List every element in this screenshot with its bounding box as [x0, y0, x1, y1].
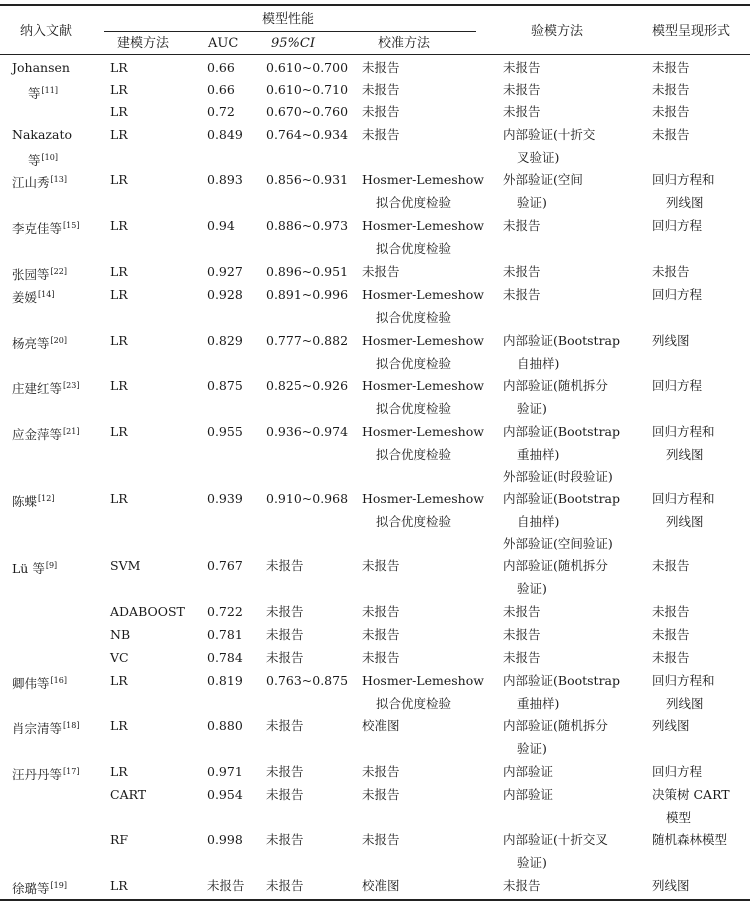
reference-superscript: [12]: [38, 494, 55, 503]
validation-method-cell: 内部验证(随机拆分: [503, 558, 608, 573]
calibration-method-cell: 校准图: [362, 878, 400, 893]
ci-cell: 未报告: [266, 604, 304, 619]
validation-method-cell: 验证): [517, 740, 547, 756]
presentation-form-cell: 列线图: [666, 513, 704, 529]
calibration-method-cell: 未报告: [362, 650, 400, 665]
presentation-form-cell: 回归方程和: [652, 172, 715, 187]
modeling-method-cell: ADABOOST: [110, 604, 185, 619]
validation-method-cell: 内部验证(Bootstrap: [503, 333, 621, 348]
validation-method-cell: 重抽样): [517, 695, 560, 711]
auc-cell: 0.781: [207, 627, 243, 642]
auc-cell: 0.819: [207, 673, 243, 688]
author-name: 张园等[22]: [12, 267, 67, 282]
validation-method-cell: 未报告: [503, 650, 541, 665]
reference-superscript: [16]: [50, 676, 67, 685]
validation-method-cell: 外部验证(空间验证): [503, 536, 613, 551]
reference-superscript: [20]: [50, 336, 67, 345]
header-ci-suffix: CI: [299, 36, 315, 51]
modeling-method-cell: RF: [110, 832, 129, 847]
ci-cell: 0.610~0.700: [266, 60, 349, 75]
presentation-form-cell: 未报告: [652, 104, 690, 119]
presentation-form-cell: 回归方程和: [652, 424, 715, 439]
ci-cell: 未报告: [266, 627, 304, 642]
auc-cell: 0.66: [207, 82, 235, 97]
calibration-method-cell: Hosmer-Lemeshow: [362, 333, 484, 348]
author-name: 等[11]: [28, 85, 58, 101]
auc-cell: 0.72: [207, 104, 235, 119]
author-name: 应金萍等[21]: [12, 427, 80, 442]
presentation-form-cell: 回归方程和: [652, 673, 715, 688]
header-included-literature: 纳入文献: [20, 24, 73, 39]
presentation-form-cell: 回归方程: [652, 764, 703, 779]
header-calibration-method: 校准方法: [378, 36, 431, 51]
modeling-method-cell: NB: [110, 627, 131, 642]
validation-method-cell: 内部验证(Bootstrap: [503, 491, 621, 506]
calibration-method-cell: 未报告: [362, 264, 400, 279]
ci-cell: 0.891~0.996: [266, 287, 349, 302]
calibration-method-cell: 拟合优度检验: [376, 446, 452, 462]
auc-cell: 0.971: [207, 764, 243, 779]
validation-method-cell: 重抽样): [517, 446, 560, 462]
auc-cell: 0.849: [207, 127, 243, 142]
presentation-form-cell: 未报告: [652, 604, 690, 619]
ci-cell: 未报告: [266, 764, 304, 779]
auc-cell: 0.954: [207, 787, 243, 802]
validation-method-cell: 内部验证(十折交: [503, 127, 596, 142]
validation-method-cell: 自抽样): [517, 355, 560, 371]
modeling-method-cell: LR: [110, 104, 128, 119]
bottom-rule: [0, 899, 750, 901]
calibration-method-cell: 未报告: [362, 104, 400, 119]
validation-method-cell: 未报告: [503, 264, 541, 279]
calibration-method-cell: 未报告: [362, 764, 400, 779]
validation-method-cell: 未报告: [503, 878, 541, 893]
header-modeling-method: 建模方法: [117, 36, 170, 51]
modeling-method-cell: SVM: [110, 558, 141, 573]
modeling-method-cell: LR: [110, 424, 128, 439]
ci-cell: 0.825~0.926: [266, 378, 349, 393]
ci-cell: 0.936~0.974: [266, 424, 349, 439]
ci-cell: 0.777~0.882: [266, 333, 349, 348]
validation-method-cell: 验证): [517, 194, 547, 210]
reference-superscript: [22]: [50, 267, 67, 276]
modeling-method-cell: LR: [110, 127, 128, 142]
ci-cell: 未报告: [266, 650, 304, 665]
validation-method-cell: 未报告: [503, 104, 541, 119]
auc-cell: 0.94: [207, 218, 235, 233]
reference-superscript: [11]: [41, 85, 58, 95]
ci-cell: 0.886~0.973: [266, 218, 349, 233]
presentation-form-cell: 回归方程: [652, 378, 703, 393]
presentation-form-cell: 列线图: [666, 194, 704, 210]
reference-superscript: [13]: [50, 175, 67, 184]
validation-method-cell: 未报告: [503, 604, 541, 619]
calibration-method-cell: 拟合优度检验: [376, 309, 452, 325]
author-name: 肖宗清等[18]: [12, 721, 80, 736]
modeling-method-cell: LR: [110, 878, 128, 893]
ci-cell: 未报告: [266, 832, 304, 847]
author-name: 江山秀[13]: [12, 175, 67, 190]
modeling-method-cell: LR: [110, 172, 128, 187]
calibration-method-cell: 未报告: [362, 787, 400, 802]
ci-cell: 未报告: [266, 558, 304, 573]
ci-cell: 0.764~0.934: [266, 127, 349, 142]
calibration-method-cell: 未报告: [362, 82, 400, 97]
header-presentation-form: 模型呈现形式: [652, 24, 731, 39]
header-auc: AUC: [208, 36, 239, 51]
validation-method-cell: 未报告: [503, 218, 541, 233]
calibration-method-cell: 未报告: [362, 832, 400, 847]
presentation-form-cell: 回归方程: [652, 287, 703, 302]
calibration-method-cell: Hosmer-Lemeshow: [362, 218, 484, 233]
presentation-form-cell: 列线图: [652, 878, 690, 893]
ci-cell: 0.670~0.760: [266, 104, 349, 119]
modeling-method-cell: VC: [110, 650, 129, 665]
auc-cell: 0.880: [207, 718, 243, 733]
validation-method-cell: 验证): [517, 854, 547, 870]
calibration-method-cell: Hosmer-Lemeshow: [362, 378, 484, 393]
auc-cell: 0.66: [207, 60, 235, 75]
validation-method-cell: 未报告: [503, 82, 541, 97]
calibration-method-cell: 未报告: [362, 627, 400, 642]
ci-cell: 0.610~0.710: [266, 82, 349, 97]
validation-method-cell: 自抽样): [517, 513, 560, 529]
author-name: 陈蝶[12]: [12, 494, 55, 509]
ci-cell: 0.896~0.951: [266, 264, 349, 279]
validation-method-cell: 内部验证(十折交叉: [503, 832, 608, 847]
top-rule: [0, 4, 750, 6]
calibration-method-cell: Hosmer-Lemeshow: [362, 424, 484, 439]
auc-cell: 0.893: [207, 172, 243, 187]
presentation-form-cell: 未报告: [652, 82, 690, 97]
calibration-method-cell: 未报告: [362, 60, 400, 75]
calibration-method-cell: Hosmer-Lemeshow: [362, 287, 484, 302]
validation-method-cell: 外部验证(时段验证): [503, 469, 613, 484]
auc-cell: 0.784: [207, 650, 243, 665]
validation-method-cell: 验证): [517, 580, 547, 596]
author-name: 汪丹丹等[17]: [12, 767, 80, 782]
author-name: Nakazato: [12, 127, 73, 142]
presentation-form-cell: 列线图: [666, 446, 704, 462]
reference-superscript: [23]: [63, 381, 80, 390]
presentation-form-cell: 模型: [666, 809, 692, 825]
calibration-method-cell: Hosmer-Lemeshow: [362, 673, 484, 688]
header-validation-method: 验模方法: [531, 24, 584, 39]
modeling-method-cell: LR: [110, 378, 128, 393]
calibration-method-cell: 未报告: [362, 127, 400, 142]
validation-method-cell: 内部验证(Bootstrap: [503, 673, 621, 688]
auc-cell: 0.955: [207, 424, 243, 439]
presentation-form-cell: 回归方程和: [652, 491, 715, 506]
reference-superscript: [19]: [50, 881, 67, 890]
ci-cell: 0.856~0.931: [266, 172, 349, 187]
reference-superscript: [18]: [63, 721, 80, 730]
reference-superscript: [17]: [63, 767, 80, 776]
calibration-method-cell: 拟合优度检验: [376, 355, 452, 371]
calibration-method-cell: 校准图: [362, 718, 400, 733]
author-name: 姜媛[14]: [12, 290, 55, 305]
author-name: 等[10]: [28, 152, 58, 168]
validation-method-cell: 内部验证(Bootstrap: [503, 424, 621, 439]
calibration-method-cell: 拟合优度检验: [376, 400, 452, 416]
auc-cell: 0.767: [207, 558, 243, 573]
calibration-method-cell: 拟合优度检验: [376, 695, 452, 711]
modeling-method-cell: CART: [110, 787, 147, 802]
header-model-performance: 模型性能: [262, 12, 315, 27]
auc-cell: 0.722: [207, 604, 243, 619]
reference-superscript: [21]: [63, 427, 80, 436]
ci-cell: 未报告: [266, 718, 304, 733]
modeling-method-cell: LR: [110, 764, 128, 779]
modeling-method-cell: LR: [110, 60, 128, 75]
validation-method-cell: 叉验证): [517, 149, 560, 165]
auc-cell: 0.829: [207, 333, 243, 348]
auc-cell: 0.927: [207, 264, 243, 279]
validation-method-cell: 内部验证(随机拆分: [503, 718, 608, 733]
author-name: 徐璐等[19]: [12, 881, 67, 896]
validation-method-cell: 验证): [517, 400, 547, 416]
ci-cell: 0.763~0.875: [266, 673, 349, 688]
validation-method-cell: 未报告: [503, 287, 541, 302]
header-ci: [271, 36, 315, 51]
presentation-form-cell: 未报告: [652, 650, 690, 665]
validation-method-cell: 未报告: [503, 60, 541, 75]
presentation-form-cell: 未报告: [652, 127, 690, 142]
presentation-form-cell: 未报告: [652, 264, 690, 279]
header-bottom-rule: [0, 54, 750, 55]
auc-cell: 0.928: [207, 287, 243, 302]
validation-method-cell: 未报告: [503, 627, 541, 642]
author-name: 卿伟等[16]: [12, 676, 67, 691]
modeling-method-cell: LR: [110, 218, 128, 233]
subheader-rule: [104, 31, 476, 32]
modeling-method-cell: LR: [110, 718, 128, 733]
presentation-form-cell: 列线图: [652, 718, 690, 733]
calibration-method-cell: 未报告: [362, 604, 400, 619]
auc-cell: 未报告: [207, 878, 245, 893]
presentation-form-cell: 决策树 CART: [652, 787, 730, 802]
author-name: 李克佳等[15]: [12, 221, 80, 236]
validation-method-cell: 内部验证: [503, 787, 554, 802]
author-name: Lü 等[9]: [12, 561, 58, 576]
header-ci-prefix: 95%: [271, 36, 300, 51]
presentation-form-cell: 未报告: [652, 627, 690, 642]
modeling-method-cell: LR: [110, 333, 128, 348]
modeling-method-cell: LR: [110, 287, 128, 302]
validation-method-cell: 内部验证(随机拆分: [503, 378, 608, 393]
calibration-method-cell: Hosmer-Lemeshow: [362, 172, 484, 187]
presentation-form-cell: 列线图: [652, 333, 690, 348]
author-name: Johansen: [12, 60, 70, 75]
calibration-method-cell: 拟合优度检验: [376, 513, 452, 529]
presentation-form-cell: 回归方程: [652, 218, 703, 233]
presentation-form-cell: 列线图: [666, 695, 704, 711]
reference-superscript: [10]: [41, 152, 58, 162]
reference-superscript: [14]: [38, 290, 55, 299]
calibration-method-cell: 拟合优度检验: [376, 194, 452, 210]
author-name: 庄建红等[23]: [12, 381, 80, 396]
reference-superscript: [15]: [63, 221, 80, 230]
auc-cell: 0.875: [207, 378, 243, 393]
ci-cell: 未报告: [266, 787, 304, 802]
presentation-form-cell: 未报告: [652, 60, 690, 75]
calibration-method-cell: Hosmer-Lemeshow: [362, 491, 484, 506]
ci-cell: 0.910~0.968: [266, 491, 349, 506]
auc-cell: 0.998: [207, 832, 243, 847]
auc-cell: 0.939: [207, 491, 243, 506]
modeling-method-cell: LR: [110, 82, 128, 97]
validation-method-cell: 外部验证(空间: [503, 172, 583, 187]
validation-method-cell: 内部验证: [503, 764, 554, 779]
modeling-method-cell: LR: [110, 673, 128, 688]
reference-superscript: [9]: [45, 561, 58, 570]
modeling-method-cell: LR: [110, 264, 128, 279]
modeling-method-cell: LR: [110, 491, 128, 506]
calibration-method-cell: 未报告: [362, 558, 400, 573]
author-name: 杨亮等[20]: [12, 336, 67, 351]
calibration-method-cell: 拟合优度检验: [376, 240, 452, 256]
presentation-form-cell: 未报告: [652, 558, 690, 573]
presentation-form-cell: 随机森林模型: [652, 832, 728, 847]
ci-cell: 未报告: [266, 878, 304, 893]
